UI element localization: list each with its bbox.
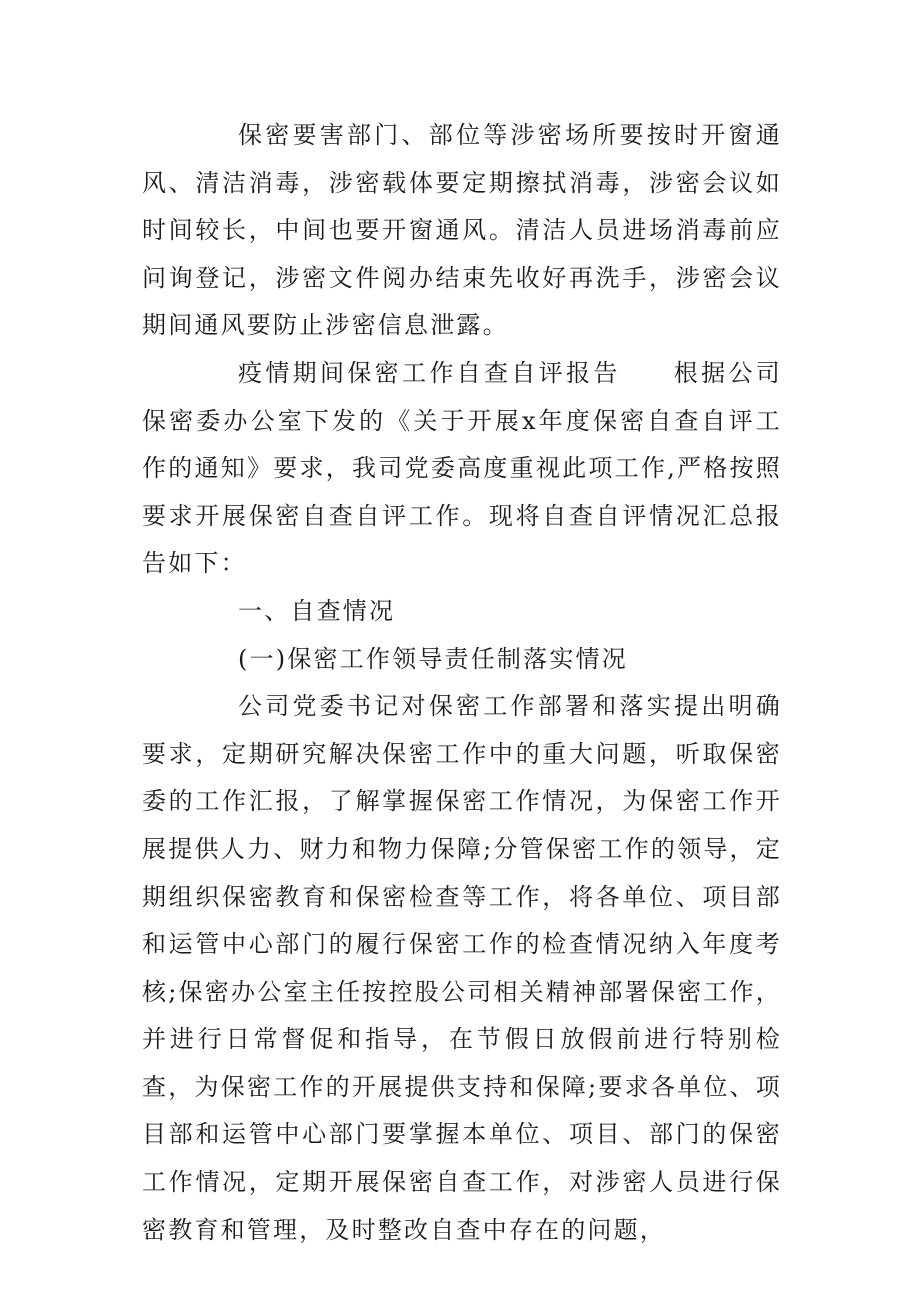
paragraph-ventilation: 保密要害部门、部位等涉密场所要按时开窗通风、清洁消毒，涉密载体要定期擦拭消毒，涉密会议如时间较长，中间也要开窗通风。清洁人员进场消毒前应问询登记，涉密文件阅办结束先收好再洗手，涉密会议期间通风要防止涉密信息泄露。 [142,121,782,340]
subsection-heading-leadership: (一)保密工作领导责任制落实情况 [238,644,628,673]
document-body [142,112,782,1254]
report-intro-text: 根据公司保密委办公室下发的《关于开展x年度保密自查自评工作的通知》要求，我司党委高度重视此项工作,严格按照要求开展保密自查自评工作。现将自查自评情况汇总报告如下： [142,358,782,578]
paragraph-leadership-details: 公司党委书记对保密工作部署和落实提出明确要求，定期研究解决保密工作中的重大问题，听取保密委的工作汇报，了解掌握保密工作情况，为保密工作开展提供人力、财力和物力保障;分管保密工作的领导，定期组织保密教育和保密检查等工作，将各单位、项目部和运管中心部门的履行保密工作的检查情况纳入年度考核;保密办公室主任按控股公司相关精神部署保密工作，并进行日常督促和指导，在节假日放假前进行特别检查，为保密工作的开展提供支持和保障;要求各单位、项目部和运管中心部门要掌握本单位、项目、部门的保密工作情况，定期开展保密自查工作，对涉密人员进行保密教育和管理，及时整改自查中存在的问题， [142,692,782,1244]
section-heading-self-check: 一、自查情况 [238,596,396,625]
paragraph-report-intro [142,350,782,588]
report-title: 疫情期间保密工作自查自评报告 [238,358,621,387]
